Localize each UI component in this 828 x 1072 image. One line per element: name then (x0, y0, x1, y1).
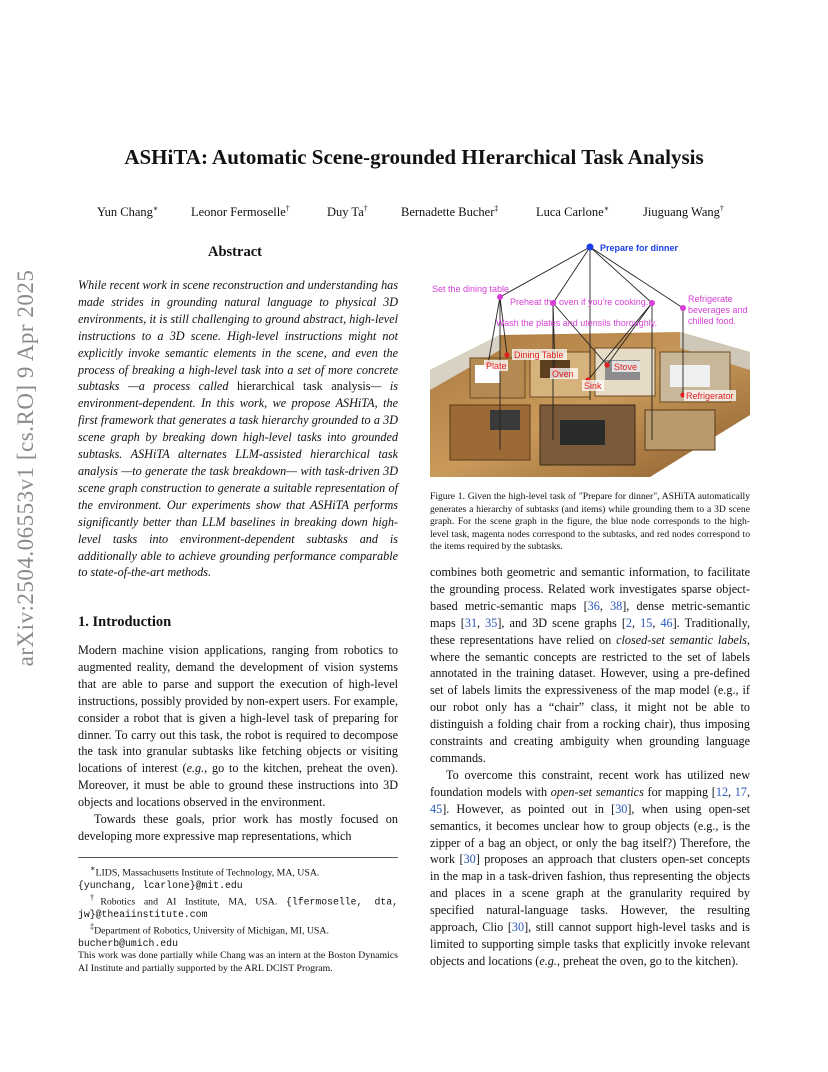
paper-title: ASHiTA: Automatic Scene-grounded HIerarchical Task Analysis (124, 145, 704, 169)
graph-edge (590, 247, 652, 303)
scene-furniture (490, 410, 520, 430)
author-6 (643, 204, 724, 220)
item-label: Dining Table (514, 350, 564, 360)
citation-link[interactable]: 2 (625, 615, 632, 630)
author-name: Duy Ta (327, 205, 364, 220)
footnote-text: Department of Robotics, University of Michigan, MI, USA. (94, 925, 329, 937)
item-node (504, 352, 509, 357)
figure-caption: Figure 1. Given the high-level task of "Prepare for dinner", ASHiTA automatically generates a hierarchy of subtasks (and items) while grounding them to a 3D scene graph. For the scene graph in the figure, the blue node corresponds to the high-level task, magenta nodes correspond to the subtasks, and red nodes correspond to the items required by the subtasks. (430, 491, 750, 552)
right-column-text: combines both geometric and semantic information, to facilitate the grounding process. Related work investigates sparse object-based metric-semantic maps [36, 38], dense metric-semantic maps [31, 35], and 3D scene graphs [2, 15, 46]. Traditionally, these representations have relied on closed-set semantic labels, where the semantic concepts are restricted to the set of labels annotated in the training dataset. However, using a pre-defined set of labels limits the expressiveness of the map model (e.g., if our robot only has a “chair” class, it might not be able to distinguish a folding chair from a rocking chair), thus imposing constraints and creating ambiguity when grounding language commands. To overcome this constraint, recent work has utilized new foundation models with open-set semantics for mapping [12, 17, 45]. However, as pointed out in [30], when using open-set semantics, it becomes unclear how to group objects (e.g., is the zipper of a bag an object, or only the bag itself?) Therefore, the work [30] proposes an approach that clusters open-set concepts in the map in a task-driven fashion, thus representing the objects and places in a scene graph at the granularity required by specified natural-language tasks. However, the resulting approach, Clio [30], still cannot support high-level tasks and is limited to supporting simple tasks that explicitly invoke relevant objects and locations (e.g., preheat the oven, go to the kitchen). (430, 565, 751, 968)
citation-link[interactable]: 12 (715, 784, 729, 799)
citation-link[interactable]: 38 (610, 598, 623, 613)
body-text: To overcome this constraint, recent work has utilized new foundation models with (430, 767, 750, 799)
item-node (604, 362, 609, 367)
intro-paragraph-2: Towards these goals, prior work has mostly focused on developing more expressive map representations, which (78, 812, 398, 843)
arxiv-identifier: arXiv:2504.06553v1 [cs.RO] 9 Apr 2025 (13, 269, 38, 667)
footnote-acknowledgement: This work was done partially while Chang was an intern at the Boston Dynamics AI Institute and partially supported by the ARL DCIST Program. (78, 950, 398, 974)
item-label: Sink (584, 381, 602, 391)
root-node (587, 244, 594, 251)
body-text: , where the semantic concepts are restricted to the set of labels annotated in the training dataset. However, using a pre-defined set of labels limits the expressiveness of the map model (e.g., if our robot only has a “chair” class, it might not be able to distinguish a folding chair from a rocking chair), thus imposing constraints and creating ambiguity when grounding language commands. (430, 632, 750, 765)
citation-link[interactable]: 46 (660, 615, 673, 630)
graph-edge (553, 247, 590, 303)
body-text: combines both geometric and semantic information, to facilitate the grounding process. Related work investigates sparse object-based metric-semantic maps [ (430, 565, 750, 613)
author-name: Leonor Fermoselle (191, 205, 286, 220)
citation-link[interactable]: 30 (615, 801, 628, 816)
abstract-term: hierarchical task analysis (236, 379, 371, 394)
footnote-email: {lfermoselle, dta, jw}@theaiinstitute.com (78, 896, 399, 920)
subtask-label: Preheat the oven if you're cooking. (510, 297, 649, 307)
author-1 (97, 204, 158, 220)
citation-link[interactable]: 31 (464, 615, 478, 630)
footnote-mark: † (90, 893, 101, 903)
body-emphasis: open-set semantics (550, 784, 644, 799)
section-heading-introduction: 1. Introduction (78, 614, 172, 630)
body-text: ], when using open-set semantics, it becomes unclear how to group objects (e.g., is the zipper of a bag an object, or only the bag itself?) Therefore, the work [ (430, 801, 750, 867)
abstract-heading: Abstract (208, 244, 262, 260)
body-emphasis: closed-set semantic labels (616, 632, 747, 647)
subtask-label: Set the dining table (432, 284, 510, 294)
introduction-text (78, 642, 398, 845)
citation-link[interactable]: 30 (463, 852, 476, 867)
footnotes (78, 857, 398, 975)
scene-furniture (670, 365, 710, 387)
author-5 (536, 204, 609, 220)
body-text: for mapping [ (643, 784, 716, 799)
author-name: Luca Carlone (536, 205, 604, 220)
item-label: Stove (614, 362, 638, 372)
body-text: ]. Traditionally, these representations have relied on (430, 615, 751, 647)
figure-scene-graph (430, 240, 750, 477)
citation-link[interactable]: 30 (511, 920, 525, 935)
item-label: Plate (486, 361, 507, 371)
subtask-label-line: Refrigerate (688, 294, 733, 304)
citation-link[interactable]: 17 (734, 784, 747, 799)
intro-text-part: , go to the kitchen, preheat the oven). Moreover, it must be able to ground these instructions into 3D objects and locations observed in the environment. (78, 761, 398, 810)
author-name: Bernadette Bucher (401, 205, 495, 220)
author-mark: ∗ (603, 204, 610, 213)
abstract-text-part: — is environment-dependent. In this work, we propose ASHiTA, the first framework that generates a task hierarchy grounded to a 3D scene graph by breaking down high-level tasks into grounded subtasks. ASHiTA alternates LLM-assisted hierarchical task analysis —to generate the task breakdown— with task-driven 3D scene graph construction to generate a suitable representation of the environment. Our experiments show that ASHiTA performs significantly better than LLM baselines in breaking down high-level tasks into environment-dependent subtasks and is additionally able to achieve grounding performance comparable to state-of-the-art methods. (78, 379, 398, 580)
author-mark: † (285, 204, 290, 213)
abstract-text (78, 277, 398, 581)
footnote-mark: ∗ (90, 864, 96, 873)
body-text: ], dense metric-semantic maps [ (430, 598, 750, 630)
intro-text-part: Modern machine vision applications, ranging from robotics to augmented reality, demand the development of vision systems that are able to parse and support the execution of high-level instructions, possibly provided by non-expert users. For example, consider a robot that is given a high-level task of preparing for dinner. To carry out this task, the robot is required to decompose the task into granular subtasks like fetching objects or visiting locations of interest ( (78, 643, 398, 776)
abstract-text-part: While recent work in scene reconstruction and understanding has made strides in grounding natural language to physical 3D environments, it is still challenging to ground abstract, high-level instructions to a 3D scene. High-level instructions might not explicitly invoke semantic elements in the scene, and even the process of breaking a high-level task into a set of more concrete subtasks —a process called (78, 278, 398, 394)
author-2 (191, 204, 290, 220)
citation-link[interactable]: 36 (587, 598, 600, 613)
author-mark: † (719, 204, 724, 213)
scene-furniture (560, 420, 605, 445)
item-label: Refrigerator (686, 391, 734, 401)
subtask-node (680, 305, 686, 311)
body-text: ]. However, as pointed out in [ (442, 801, 616, 816)
intro-eg: e.g. (186, 761, 205, 776)
subtask-label: Wash the plates and utensils thoroughly. (496, 318, 658, 328)
body-emphasis: e.g. (539, 953, 557, 968)
subtask-node (497, 294, 503, 300)
root-node-label: Prepare for dinner (600, 243, 679, 253)
item-label: Oven (552, 369, 574, 379)
citation-link[interactable]: 15 (640, 615, 653, 630)
footnote-text: LIDS, Massachusetts Institute of Technology, MA, USA. (95, 867, 320, 879)
subtask-label (688, 294, 750, 326)
footnote-email: bucherb@umich.edu (78, 937, 178, 949)
citation-link[interactable]: 45 (430, 801, 443, 816)
body-text: ], and 3D scene graphs [ (497, 615, 626, 630)
footnote-email: {yunchang, lcarlone}@mit.edu (78, 879, 243, 891)
footnote-mark: ‡ (90, 922, 95, 932)
body-text: , preheat the oven, go to the kitchen). (556, 953, 739, 968)
body-text: ] proposes an approach that clusters open-set concepts in the map in a task-driven fashion, thus representing the objects and places in a scene graph at the granularity required by specified natural-language tasks. However, the resulting approach, Clio [ (430, 852, 751, 935)
subtask-node (649, 300, 655, 306)
citation-link[interactable]: 35 (485, 615, 498, 630)
graph-edge (500, 247, 590, 297)
subtask-label-line: beverages and (688, 305, 748, 315)
author-mark: † (363, 204, 368, 213)
author-3 (327, 204, 368, 220)
author-name: Yun Chang (97, 205, 153, 220)
subtask-label-line: chilled food. (688, 316, 737, 326)
footnote-text: Robotics and AI Institute, MA, USA. (100, 896, 286, 908)
author-4 (401, 204, 498, 220)
author-mark: ∗ (152, 204, 159, 213)
body-text: ], still cannot support high-level tasks and is limited to supporting simple tasks that explicitly invoke relevant objects and locations ( (430, 920, 751, 968)
scene-room (645, 410, 715, 450)
author-name: Jiuguang Wang (643, 205, 720, 220)
author-mark: ‡ (494, 204, 499, 213)
